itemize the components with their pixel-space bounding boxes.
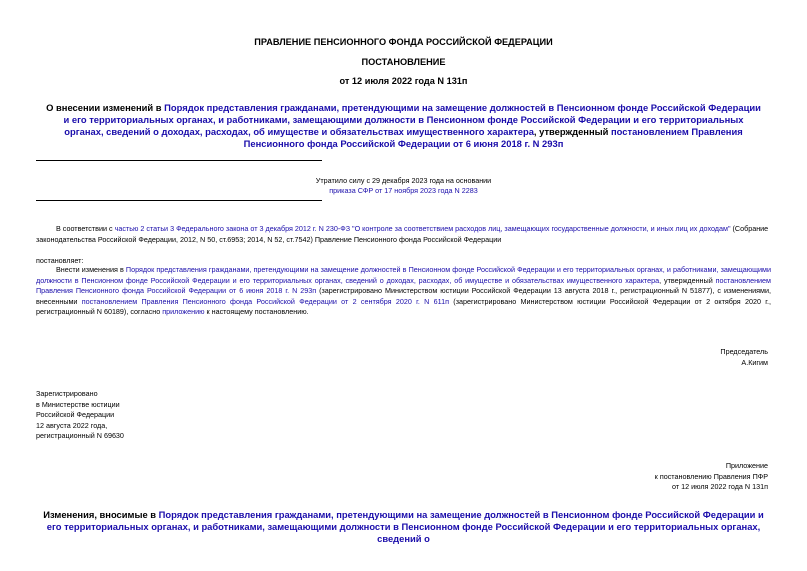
appendix-line-2: к постановлению Правления ПФР xyxy=(654,471,768,481)
lost-force-text: Утратило силу с 29 декабря 2023 года на основании xyxy=(315,176,492,185)
appendix-block xyxy=(655,461,768,493)
org-heading: ПРАВЛЕНИЕ ПЕНСИОННОГО ФОНДА РОССИЙСКОЙ ФЕДЕРАЦИИ xyxy=(254,37,553,47)
main-paragraph xyxy=(36,265,771,318)
title-link-order[interactable]: Порядок представления гражданами, претендующими на замещение должностей в Пенсионном фонде Российской Федерации и его территориальных органах, и работниками, замещающими должности в Пенсионном фонде Российской Федерации и его территориальных органах, сведений о доходах, расходах, об имуществе и обязательствах имущественного характера xyxy=(63,102,761,137)
registration-block xyxy=(36,389,124,442)
preamble-text-1: В соответствии с xyxy=(56,224,115,233)
signature-position: Председатель xyxy=(720,347,768,356)
main-order-link[interactable]: Порядок представления гражданами, претендующими на замещение должностей в Пенсионном фонде Российской Федерации и его территориальных органах, и работниками, замещающими должности в Пенсионном фонде Российской Федерации и его территориальных органах, сведений о доходах, расходах, об имуществе и обязательствах имущественного характера xyxy=(36,265,772,285)
changes-order-link[interactable]: Порядок представления гражданами, претендующими на замещение должностей в Пенсионном фонде Российской Федерации и его территориальных органах, и работниками, замещающими должности в Пенсионном фонде Российской Федерации и его территориальных органах, сведений о xyxy=(46,509,764,544)
lost-force-link[interactable]: приказа СФР от 17 ноября 2023 года N 2283 xyxy=(329,186,478,195)
registration-line-5: регистрационный N 69630 xyxy=(36,431,124,440)
signature-name: А.Кигим xyxy=(741,357,768,367)
signature-block xyxy=(720,347,768,368)
divider-bottom xyxy=(36,200,322,201)
changes-text-1: Изменения, вносимые в xyxy=(43,509,159,520)
decree-word: постановляет: xyxy=(36,256,84,265)
preamble-text-2: (Собрание законодательства Российской Федерации, 2012, N 50, ст.6953; 2014, N 52, ст.7542) Правление Пенсионного фонда Российской Федерации xyxy=(36,224,769,244)
doc-kind-heading: ПОСТАНОВЛЕНИЕ xyxy=(361,57,446,67)
title-text-2: , утвержденный xyxy=(533,126,612,137)
main-amendment-link[interactable]: постановлением Правления Пенсионного фонда Российской Федерации от 2 сентября 2020 г. N 611п xyxy=(81,296,450,306)
main-text-1: Внести изменения в xyxy=(56,265,126,274)
doc-title xyxy=(45,102,762,150)
main-resolution-link[interactable]: постановлением Правления Пенсионного фонда Российской Федерации от 6 июня 2018 г. N 293п xyxy=(36,275,771,295)
doc-date-heading: от 12 июля 2022 года N 131п xyxy=(339,76,468,86)
registration-line-1: Зарегистрировано xyxy=(36,389,98,398)
appendix-line-1: Приложение xyxy=(725,461,768,470)
main-appendix-link[interactable]: приложению xyxy=(162,307,205,316)
preamble-paragraph xyxy=(36,224,771,245)
preamble-law-link[interactable]: частью 2 статьи 3 Федерального закона от 3 декабря 2012 г. N 230-ФЗ "О контроле за соответствием расходов лиц, замещающих государственные должности, и иных лиц их доходам" xyxy=(114,224,731,233)
appendix-line-3: от 12 июля 2022 года N 131п xyxy=(672,482,768,491)
lost-force-note xyxy=(0,176,807,196)
divider-top xyxy=(36,160,322,161)
changes-title xyxy=(36,509,771,545)
title-text-1: О внесении изменений в xyxy=(46,102,165,113)
main-text-4: (зарегистрировано Министерством юстиции Российской Федерации от 2 октября 2020 г., регистрационный N 60189), согласно xyxy=(36,296,772,316)
registration-line-3: Российской Федерации xyxy=(36,410,115,419)
title-link-resolution[interactable]: постановлением Правления Пенсионного фонда Российской Федерации от 6 июня 2018 г. N 293п xyxy=(243,126,743,149)
main-text-3: (зарегистрировано Министерством юстиции Российской Федерации 13 августа 2018 г., регистрационный N 51877), с изменениями, внесенными xyxy=(36,286,771,306)
registration-line-4: 12 августа 2022 года, xyxy=(36,420,108,430)
main-text-2: , утвержденный xyxy=(659,275,716,285)
main-text-5: к настоящему постановлению. xyxy=(204,307,309,316)
registration-line-2: в Министерстве юстиции xyxy=(36,399,120,409)
